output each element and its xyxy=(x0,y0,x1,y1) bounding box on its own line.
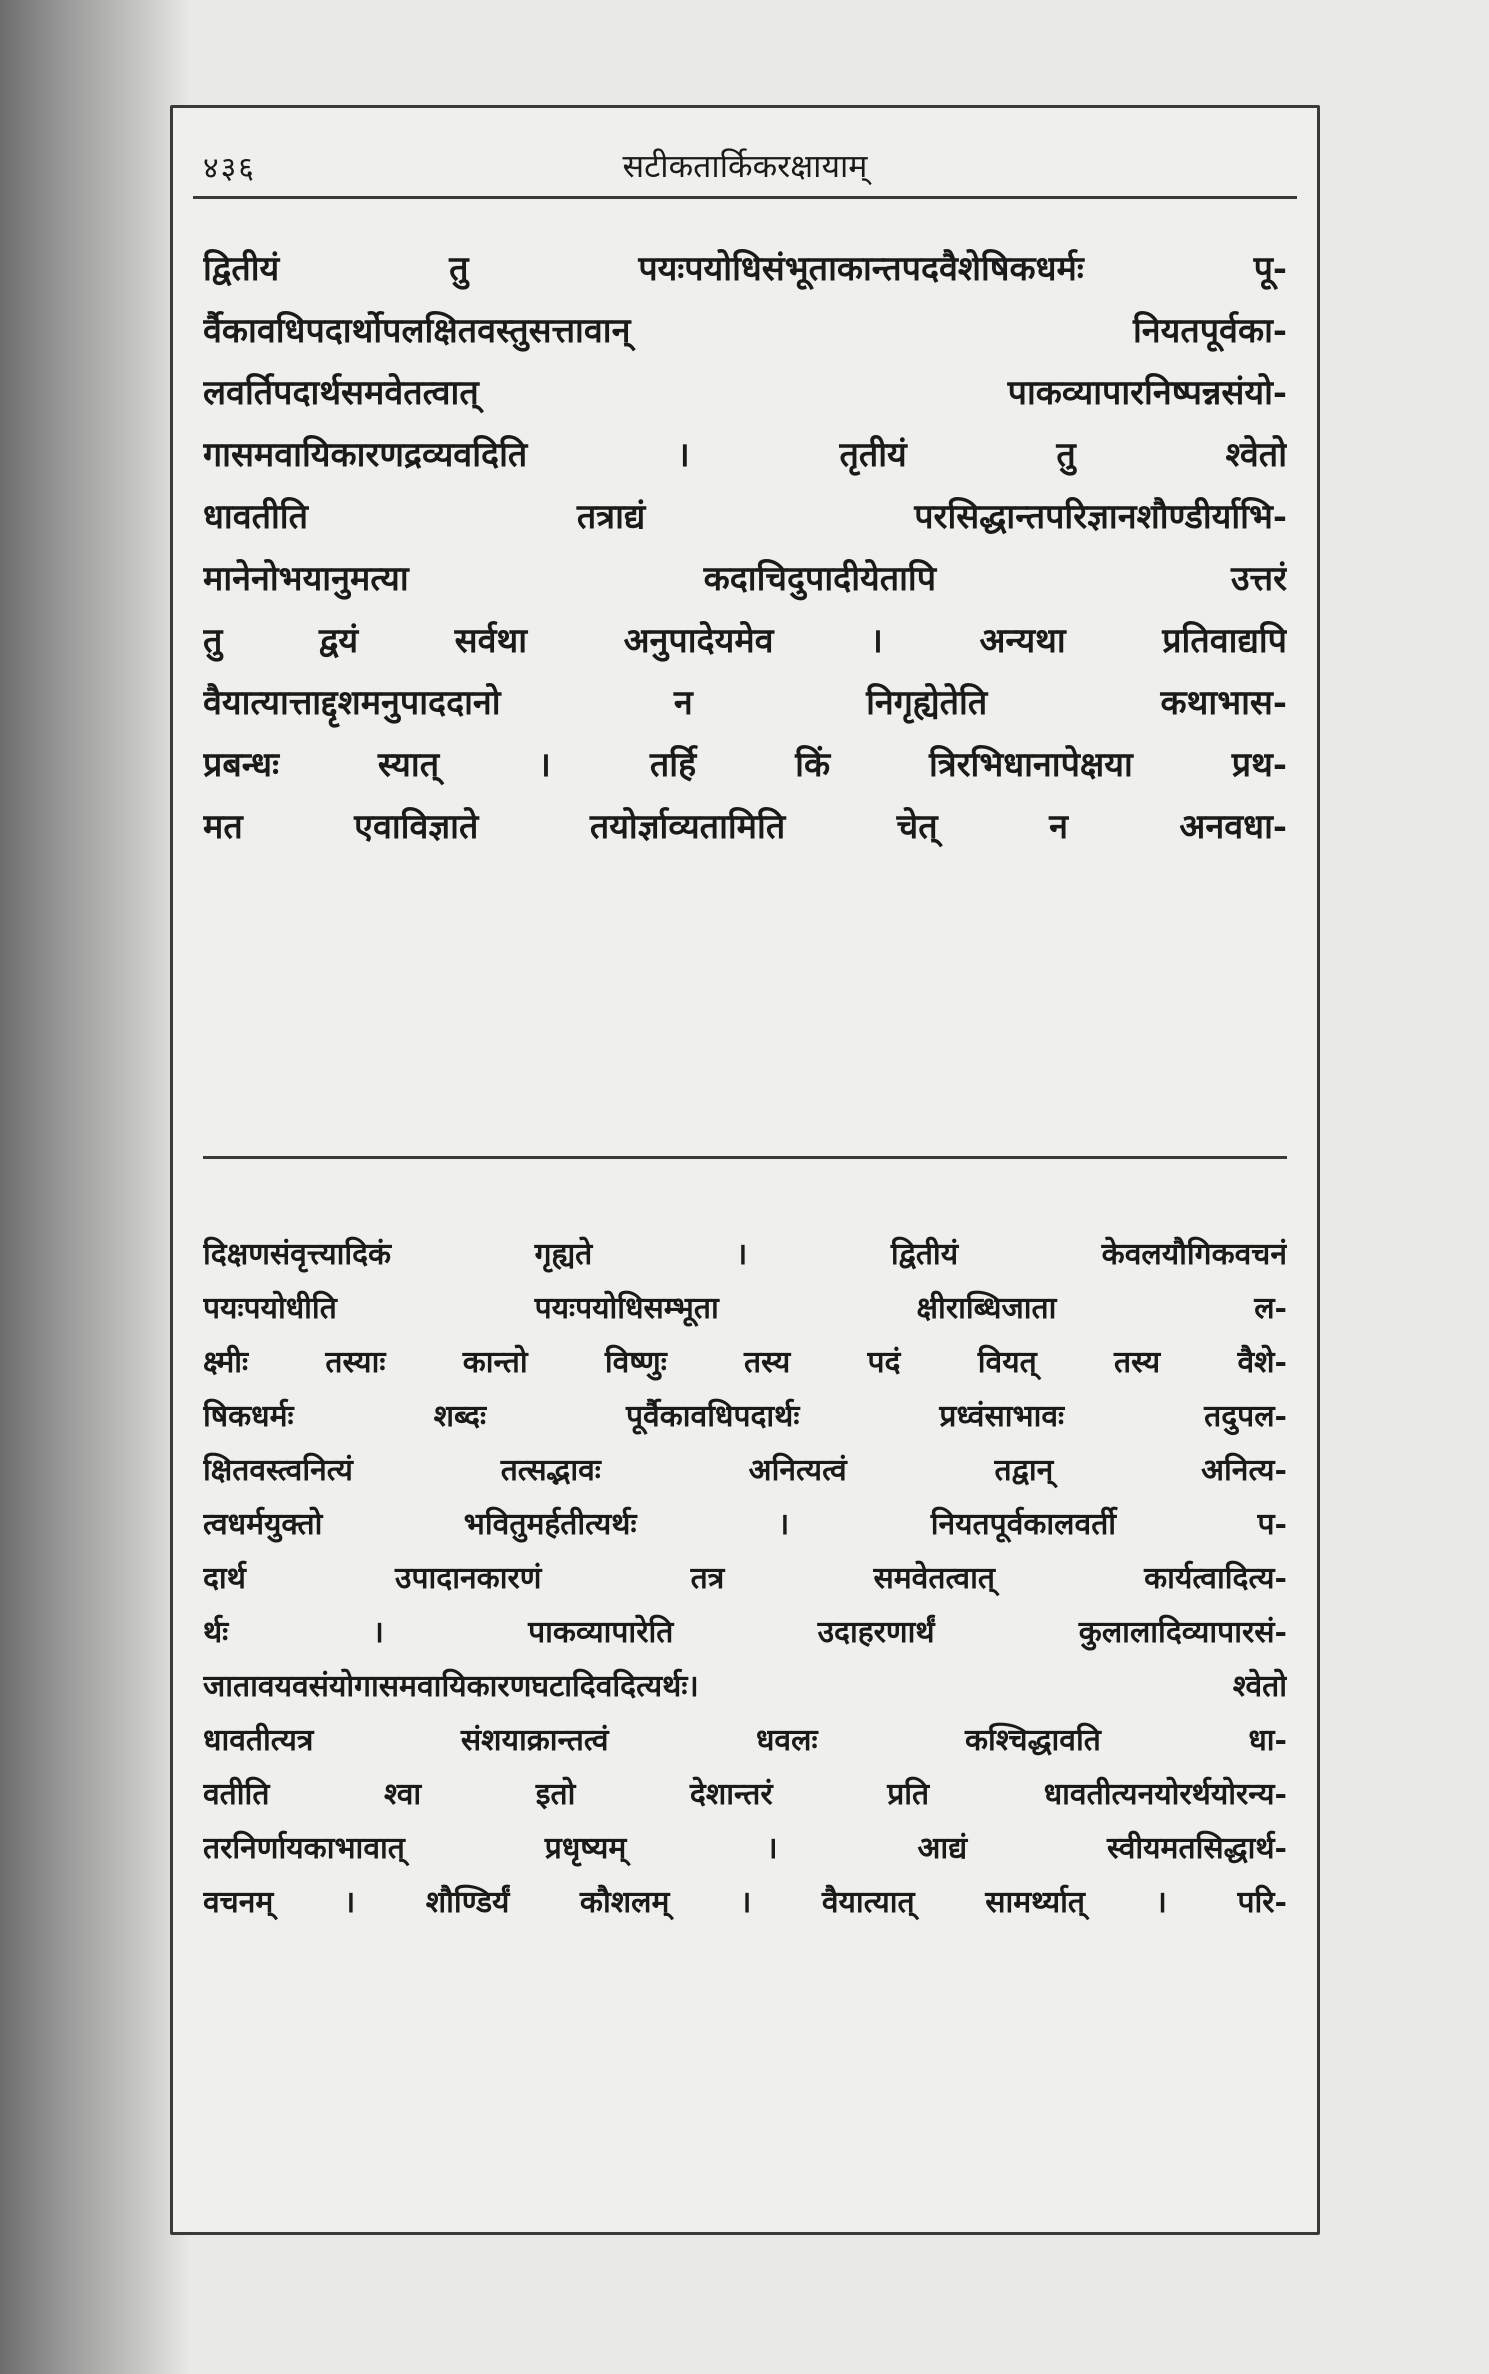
commentary-line: वचनम् । शौण्डिर्यं कौशलम् । वैयात्यात् सामर्थ्यात् । परि- xyxy=(203,1885,1287,1920)
main-text-line: तु द्वयं सर्वथा अनुपादेयमेव । अन्यथा प्रतिवाद्यपि xyxy=(203,621,1287,661)
main-text-line: प्रबन्धः स्यात् । तर्हि किं त्रिरभिधानापेक्षया प्रथ- xyxy=(203,745,1287,785)
commentary-line: धावतीत्यत्र संशयाक्रान्तत्वं धवलः कश्चिद्धावति धा- xyxy=(203,1723,1287,1758)
main-text-block xyxy=(203,238,1287,1238)
main-text-line: गासमवायिकारणद्रव्यवदिति । तृतीयं तु श्वेतो xyxy=(203,435,1287,475)
main-text-line: द्वितीयं तु पयःपयोधिसंभूताकान्तपदवैशेषिकधर्मः पू- xyxy=(203,249,1287,289)
commentary-line: र्थः । पाकव्यापारेति उदाहरणार्थं कुलालादिव्यापारसं- xyxy=(203,1615,1287,1650)
commentary-line: वतीति श्वा इतो देशान्तरं प्रति धावतीत्यनयोरर्थयोरन्य- xyxy=(203,1777,1287,1812)
commentary-line: त्वधर्मयुक्तो भवितुमर्हतीत्यर्थः । नियतपूर्वकालवर्ती प- xyxy=(203,1507,1287,1542)
commentary-line: दिक्षणसंवृत्त्यादिकं गृह्यते । द्वितीयं केवलयौगिकवचनं xyxy=(203,1237,1287,1272)
main-text-line: मत एवाविज्ञाते तयोर्ज्ञाव्यतामिति चेत् न अनवधा- xyxy=(203,807,1287,847)
book-gutter-shadow xyxy=(0,0,190,2374)
main-text-line: वैयात्यात्ताद्दृशमनुपाददानो न निगृह्येतेति कथाभास- xyxy=(203,683,1287,723)
commentary-line: दार्थ उपादानकारणं तत्र समवेतत्वात् कार्यत्वादित्य- xyxy=(203,1561,1287,1596)
commentary-line: क्ष्मीः तस्याः कान्तो विष्णुः तस्य पदं वियत् तस्य वैशे- xyxy=(203,1345,1287,1380)
commentary-line: जातावयवसंयोगासमवायिकारणघटादिवदित्यर्थः। श्वेतो xyxy=(203,1669,1287,1704)
main-text-line: मानेनोभयानुमत्या कदाचिदुपादीयेतापि उत्तरं xyxy=(203,559,1287,599)
main-text-line: र्वैकावधिपदार्थोपलक्षितवस्तुसत्तावान् नियतपूर्वका- xyxy=(203,311,1287,351)
main-text-line: धावतीति तत्राद्यं परसिद्धान्तपरिज्ञानशौण्डीर्याभि- xyxy=(203,497,1287,537)
text-commentary-divider xyxy=(203,1156,1287,1159)
commentary-block xyxy=(203,1228,1287,2208)
book-page xyxy=(170,105,1320,2235)
commentary-line: षिकधर्मः शब्दः पूर्वैकावधिपदार्थः प्रध्वंसाभावः तदुपल- xyxy=(203,1399,1287,1434)
commentary-line: तरनिर्णायकाभावात् प्रधृष्यम् । आद्यं स्वीयमतसिद्धार्थ- xyxy=(203,1831,1287,1866)
running-title: सटीकतार्किकरक्षायाम् xyxy=(622,147,868,185)
commentary-line: पयःपयोधीति पयःपयोधिसम्भूता क्षीराब्धिजाता ल- xyxy=(203,1291,1287,1326)
page-header xyxy=(193,136,1297,199)
page-number: ४३६ xyxy=(203,151,256,186)
commentary-line: क्षितवस्त्वनित्यं तत्सद्भावः अनित्यत्वं तद्वान् अनित्य- xyxy=(203,1453,1287,1488)
main-text-line: लवर्तिपदार्थसमवेतत्वात् पाकव्यापारनिष्पन्नसंयो- xyxy=(203,373,1287,413)
